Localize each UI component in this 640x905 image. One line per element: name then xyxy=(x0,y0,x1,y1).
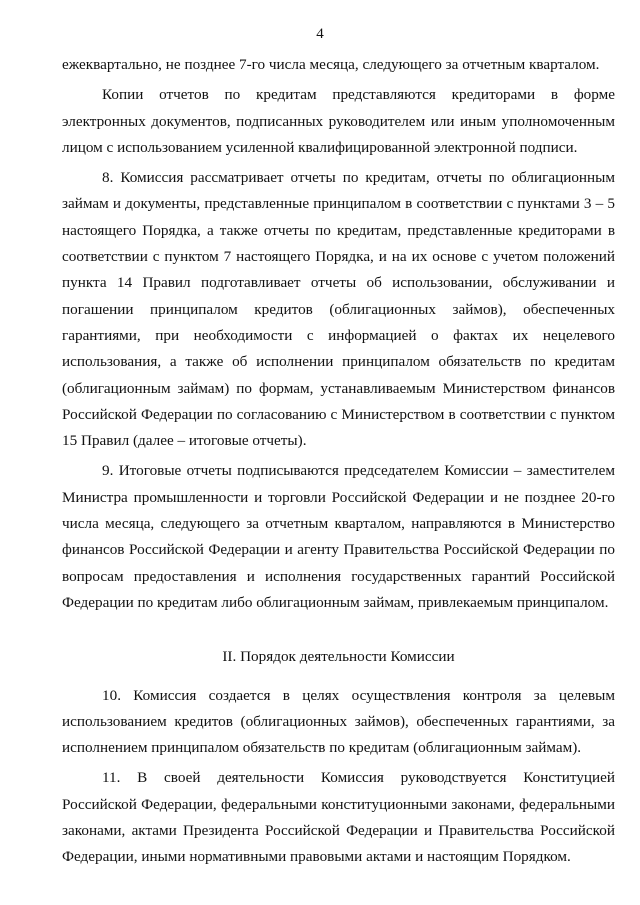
spacer xyxy=(62,675,615,683)
paragraph-10: 10. Комиссия создается в целях осуществления контроля за целевым использованием кредитов (облигационных займов), обеспеченных гарантиями, за исполнением принципалом обязательств по кредитам (облигационным займам). xyxy=(62,686,615,757)
paragraph-8: 8. Комиссия рассматривает отчеты по кредитам, отчеты по облигационным займам и документы, представленные принципалом в соответствии с пунктами 3 – 5 настоящего Порядка, а также отчеты по кредитам, представленные кредиторами в соответствии с пунктом 7 настоящего Порядка, и на их основе с учетом положений пункта 14 Правил подготавливает отчеты об использовании, обслуживании и погашении принципалом кредитов (облигационных займов), обеспеченных гарантиями, при необходимости с информацией о фактах их нецелевого использования, а также об исполнении принципалом обязательств по кредитам (облигационным займам) по формам, устанавливаемым Министерством финансов Российской Федерации по согласованию с Министерством в соответствии с пунктом 15 Правил (далее – итоговые отчеты). xyxy=(62,169,615,450)
section-heading: II. Порядок деятельности Комиссии xyxy=(222,648,455,666)
paragraph-9: 9. Итоговые отчеты подписываются председателем Комиссии – заместителем Министра промышленности и торговли Российской Федерации и не позднее 20-го числа месяца, следующего за отчетным кварталом, направляются в Министерство финансов Российской Федерации и агенту Правительства Российской Федерации по вопросам предоставления и исполнения государственных гарантий Российской Федерации по кредитам либо облигационным займам, привлекаемым принципалом. xyxy=(62,462,615,611)
spacer xyxy=(62,620,615,644)
page-number: 4 xyxy=(316,26,324,42)
document-body xyxy=(62,52,615,875)
paragraph-continued: ежеквартально, не позднее 7-го числа месяца, следующего за отчетным кварталом. xyxy=(62,56,600,73)
paragraph-11: 11. В своей деятельности Комиссия руководствуется Конституцией Российской Федерации, федеральными конституционными законами, федеральными законами, актами Президента Российской Федерации и Правительства Российской Федерации, иными нормативными правовыми актами и настоящим Порядком. xyxy=(62,769,615,866)
paragraph-copies: Копии отчетов по кредитам представляются кредиторами в форме электронных документов, подписанных руководителем или иным уполномоченным лицом с использованием усиленной квалифицированной электронной подписи. xyxy=(62,86,615,156)
